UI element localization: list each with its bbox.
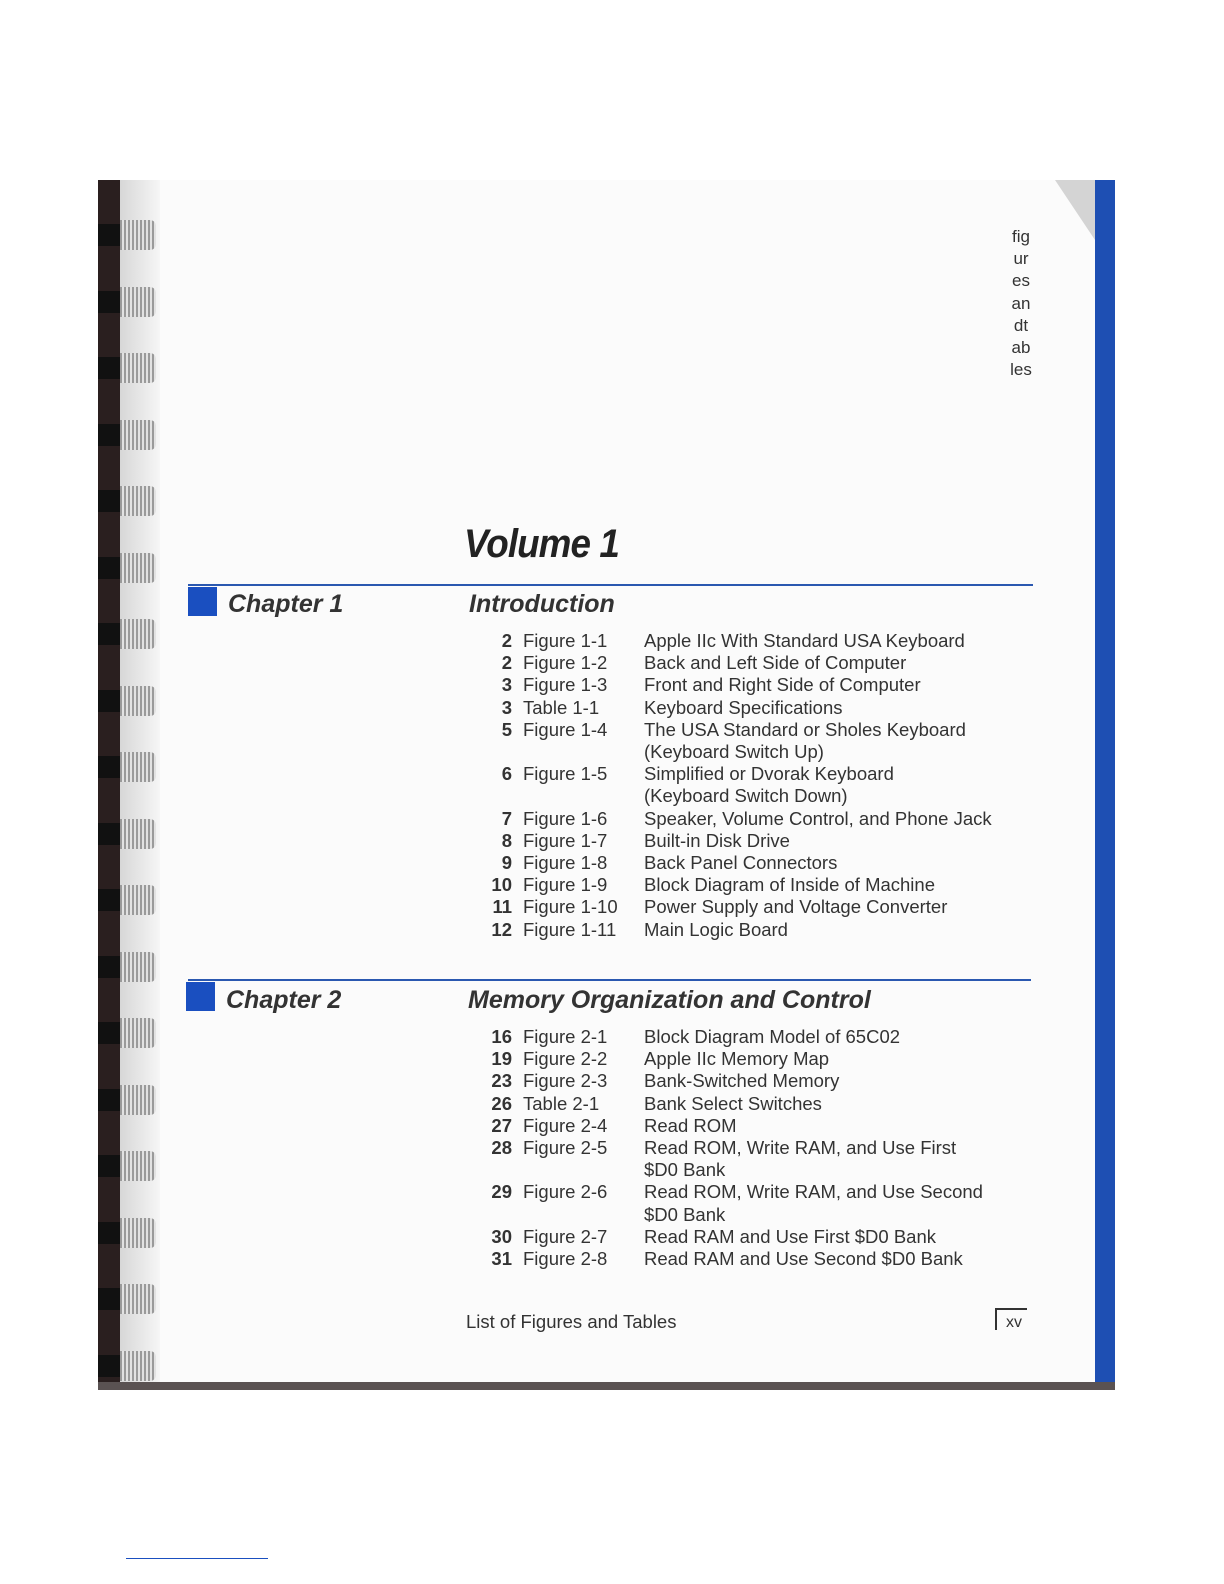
ring-wire xyxy=(120,1218,156,1248)
binding-ring xyxy=(98,1351,158,1381)
entry-figure-number: Figure 1-9 xyxy=(523,874,608,896)
entry-page-number: 2 xyxy=(501,652,512,674)
binding-ring xyxy=(98,1151,158,1181)
entry-figure-number: Figure 1-11 xyxy=(523,918,617,940)
entry-caption: Block Diagram Model of 65C02 xyxy=(644,1026,901,1047)
toc-entry xyxy=(462,674,992,696)
toc-entry xyxy=(462,852,992,874)
chapter-2-marker xyxy=(186,982,215,1011)
chapter-1-rule xyxy=(188,584,1033,586)
ring-wire xyxy=(120,885,156,915)
binding-ring xyxy=(98,619,158,649)
entry-page-number: 28 xyxy=(491,1137,512,1159)
entry-page-number: 5 xyxy=(501,718,512,740)
binding-ring xyxy=(98,1284,158,1314)
entry-figure-number: Figure 1-5 xyxy=(523,763,608,785)
toc-entry xyxy=(462,919,992,941)
entry-figure-number: Figure 1-1 xyxy=(523,630,608,651)
scan-underline xyxy=(126,1558,268,1559)
entry-caption: Back and Left Side of Computer xyxy=(644,652,907,674)
entry-caption: Read RAM and Use First $D0 Bank xyxy=(644,1225,937,1247)
binding-ring xyxy=(98,1018,158,1048)
ring-wire xyxy=(120,220,156,250)
entry-caption: Bank-Switched Memory xyxy=(644,1070,840,1092)
toc-entry xyxy=(462,1093,983,1115)
binding-ring xyxy=(98,819,158,849)
entry-caption: Front and Right Side of Computer xyxy=(644,674,921,696)
binding-ring xyxy=(98,686,158,716)
entry-figure-number: Figure 2-8 xyxy=(523,1248,608,1270)
entry-caption: Apple IIc Memory Map xyxy=(644,1048,830,1070)
entry-page-number: 30 xyxy=(491,1225,512,1247)
ring-wire xyxy=(120,486,156,516)
toc-entry xyxy=(462,630,992,652)
entry-caption: Keyboard Specifications xyxy=(644,696,843,718)
entry-caption: Read ROM xyxy=(644,1114,737,1136)
entry-figure-number: Figure 2-2 xyxy=(523,1048,608,1070)
toc-entry xyxy=(462,719,992,763)
ring-wire xyxy=(120,1151,156,1181)
entry-caption: Main Logic Board xyxy=(644,918,788,940)
ring-wire xyxy=(120,1284,156,1314)
binding-ring xyxy=(98,885,158,915)
binding-ring xyxy=(98,553,158,583)
entry-page-number: 6 xyxy=(501,763,512,785)
ring-wire xyxy=(120,420,156,450)
blue-page-edge xyxy=(1095,180,1115,1390)
entry-page-number: 11 xyxy=(492,896,512,918)
page-bottom-edge xyxy=(98,1382,1115,1390)
entry-caption: Block Diagram of Inside of Machine xyxy=(644,874,935,896)
chapter-1-title: Introduction xyxy=(469,590,615,618)
section-side-tab: figuresandtables xyxy=(1010,227,1032,380)
entry-caption: Speaker, Volume Control, and Phone Jack xyxy=(644,807,992,829)
entry-caption: Read ROM, Write RAM, and Use First $D0 Bank xyxy=(644,1137,957,1181)
entry-page-number: 31 xyxy=(491,1248,512,1270)
entry-caption: Back Panel Connectors xyxy=(644,852,838,874)
entry-caption: Read ROM, Write RAM, and Use Second $D0 Bank xyxy=(644,1181,983,1225)
binding-ring xyxy=(98,752,158,782)
toc-entry xyxy=(462,763,992,807)
ring-wire xyxy=(120,1085,156,1115)
ring-wire xyxy=(120,952,156,982)
binding-ring xyxy=(98,287,158,317)
entry-page-number: 2 xyxy=(501,630,512,651)
page-corner-fold xyxy=(1055,180,1095,240)
binding-ring xyxy=(98,486,158,516)
entry-figure-number: Figure 1-10 xyxy=(523,896,618,918)
toc-entry xyxy=(462,896,992,918)
entry-page-number: 26 xyxy=(491,1092,512,1114)
entry-page-number: 9 xyxy=(501,852,512,874)
chapter-1-label: Chapter 1 xyxy=(228,590,344,618)
entry-page-number: 10 xyxy=(491,874,512,896)
toc-entry xyxy=(462,1181,983,1225)
binding-ring xyxy=(98,1085,158,1115)
toc-entry xyxy=(462,1026,983,1048)
entry-page-number: 3 xyxy=(501,674,512,696)
toc-entry xyxy=(462,1115,983,1137)
entry-figure-number: Figure 2-3 xyxy=(523,1070,608,1092)
ring-wire xyxy=(120,1018,156,1048)
toc-entry xyxy=(462,830,992,852)
chapter-2-label: Chapter 2 xyxy=(226,986,342,1014)
entry-figure-number: Figure 1-3 xyxy=(523,674,608,696)
toc-entry xyxy=(462,652,992,674)
entry-figure-number: Figure 1-6 xyxy=(523,807,608,829)
entry-page-number: 16 xyxy=(491,1026,512,1047)
entry-figure-number: Figure 2-6 xyxy=(523,1181,608,1203)
chapter-2-entry-list xyxy=(462,1026,983,1270)
entry-page-number: 19 xyxy=(491,1048,512,1070)
chapter-1-marker xyxy=(188,587,217,616)
entry-figure-number: Figure 1-8 xyxy=(523,852,608,874)
toc-entry xyxy=(462,697,992,719)
entry-caption: Apple IIc With Standard USA Keyboard xyxy=(644,630,965,651)
chapter-1-entry-list xyxy=(462,630,992,941)
entry-page-number: 27 xyxy=(491,1114,512,1136)
entry-figure-number: Figure 2-4 xyxy=(523,1114,608,1136)
entry-page-number: 7 xyxy=(501,807,512,829)
entry-figure-number: Figure 2-5 xyxy=(523,1137,608,1159)
binding-ring xyxy=(98,420,158,450)
page-number: xv xyxy=(1006,1314,1022,1331)
toc-entry xyxy=(462,1248,983,1270)
ring-wire xyxy=(120,287,156,317)
toc-entry xyxy=(462,808,992,830)
entry-figure-number: Figure 2-1 xyxy=(523,1026,608,1047)
toc-entry xyxy=(462,1226,983,1248)
toc-entry xyxy=(462,1070,983,1092)
entry-page-number: 29 xyxy=(491,1181,512,1203)
entry-page-number: 8 xyxy=(501,829,512,851)
entry-figure-number: Figure 2-7 xyxy=(523,1225,608,1247)
entry-caption: Bank Select Switches xyxy=(644,1092,822,1114)
toc-entry xyxy=(462,1048,983,1070)
ring-wire xyxy=(120,1351,156,1381)
toc-entry xyxy=(462,874,992,896)
entry-page-number: 12 xyxy=(491,918,512,940)
entry-caption: Read RAM and Use Second $D0 Bank xyxy=(644,1248,963,1270)
entry-figure-number: Table 2-1 xyxy=(523,1092,600,1114)
ring-wire xyxy=(120,752,156,782)
entry-figure-number: Table 1-1 xyxy=(523,696,600,718)
binding-ring xyxy=(98,1218,158,1248)
ring-wire xyxy=(120,819,156,849)
entry-figure-number: Figure 1-2 xyxy=(523,652,608,674)
volume-title: Volume 1 xyxy=(464,522,619,566)
ring-wire xyxy=(120,553,156,583)
entry-caption: Power Supply and Voltage Converter xyxy=(644,896,948,918)
toc-entry xyxy=(462,1137,983,1181)
ring-wire xyxy=(120,619,156,649)
chapter-2-rule xyxy=(188,979,1031,981)
ring-wire xyxy=(120,686,156,716)
entry-figure-number: Figure 1-7 xyxy=(523,829,608,851)
entry-caption: Simplified or Dvorak Keyboard (Keyboard Switch Down) xyxy=(644,763,894,807)
binding-ring xyxy=(98,353,158,383)
binding-ring xyxy=(98,952,158,982)
chapter-2-title: Memory Organization and Control xyxy=(468,986,871,1014)
footer-title: List of Figures and Tables xyxy=(466,1311,677,1332)
entry-page-number: 23 xyxy=(491,1070,512,1092)
entry-figure-number: Figure 1-4 xyxy=(523,718,608,740)
entry-caption: The USA Standard or Sholes Keyboard (Keyboard Switch Up) xyxy=(644,718,966,763)
entry-page-number: 3 xyxy=(501,696,512,718)
entry-caption: Built-in Disk Drive xyxy=(644,829,790,851)
binding-ring xyxy=(98,220,158,250)
ring-wire xyxy=(120,353,156,383)
